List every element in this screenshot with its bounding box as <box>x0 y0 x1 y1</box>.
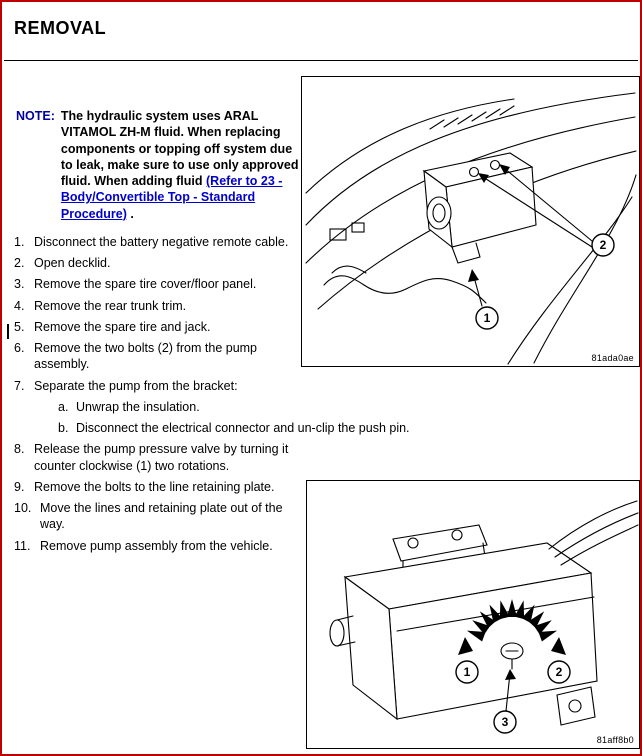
figure-id-label: 81aff8b0 <box>596 735 634 745</box>
callout-2-badge <box>592 234 614 256</box>
step-number: 8. <box>14 442 25 457</box>
step-11 <box>14 538 304 554</box>
step-number: 2. <box>14 256 25 270</box>
callout-1-number: 1 <box>463 665 471 679</box>
step-number: 1. <box>14 234 25 249</box>
step-number: 5. <box>14 319 25 334</box>
callout-2-badge <box>548 661 570 683</box>
step-3 <box>14 276 304 292</box>
callout-3-number: 3 <box>501 715 509 729</box>
step-number: 7. <box>14 378 25 393</box>
page-title: REMOVAL <box>14 18 107 38</box>
step-text: Separate the pump from the bracket: <box>34 378 238 393</box>
step-text: Release the pump pressure valve by turning it counter clockwise (1) two rotations. <box>34 442 289 473</box>
callout-1-number: 1 <box>483 311 491 325</box>
step-number: 4. <box>14 298 25 313</box>
substep-letter: a. <box>58 399 69 414</box>
step-number: 9. <box>14 479 25 494</box>
callout-1-badge <box>456 661 478 683</box>
step-2 <box>14 255 304 271</box>
removal-steps-8-11 <box>14 441 314 554</box>
figure-pump-location <box>301 76 640 367</box>
step-10 <box>14 500 304 533</box>
step-number: 3. <box>14 277 25 292</box>
step-number: 6. <box>14 341 25 355</box>
step-7-substeps <box>58 399 410 437</box>
step-text: Remove the two bolts (2) from the pump assembly. <box>34 341 258 372</box>
step-9 <box>14 479 304 495</box>
note-text <box>61 108 299 222</box>
step-text: Open decklid. <box>34 256 111 270</box>
callout-3-badge <box>494 711 516 733</box>
figure-id-label: 81ada0ae <box>591 353 634 363</box>
header-divider <box>4 60 638 61</box>
step-number: 10. <box>14 501 32 515</box>
callout-2-number: 2 <box>599 238 607 252</box>
step-number: 11. <box>14 538 31 553</box>
pump-location-illustration <box>302 77 639 366</box>
pressure-valve-illustration <box>307 481 639 748</box>
note-block <box>16 108 314 222</box>
step-text: Remove the rear trunk trim. <box>34 298 187 313</box>
procedure-text-column <box>14 102 410 559</box>
figure-pressure-valve <box>306 480 640 749</box>
callout-1-badge <box>476 307 498 329</box>
step-7 <box>14 378 410 437</box>
substep-a <box>58 399 304 415</box>
step-6 <box>14 340 304 373</box>
substep-text: Disconnect the electrical connector and un-clip the push pin. <box>76 421 410 435</box>
note-label: NOTE: <box>16 109 55 123</box>
step-text: Disconnect the battery negative remote cable. <box>34 234 289 249</box>
revision-change-bar <box>7 324 9 339</box>
step-text: Move the lines and retaining plate out of the way. <box>40 501 283 532</box>
substep-letter: b. <box>58 421 69 435</box>
substep-text: Unwrap the insulation. <box>76 399 200 414</box>
step-text: Remove the bolts to the line retaining plate. <box>34 479 275 494</box>
step-text: Remove the spare tire and jack. <box>34 319 211 334</box>
substep-b <box>58 420 636 436</box>
step-1 <box>14 234 304 250</box>
step-text: Remove pump assembly from the vehicle. <box>40 538 273 553</box>
step-5 <box>14 319 304 335</box>
step-text: Remove the spare tire cover/floor panel. <box>34 277 257 292</box>
refer-to-link[interactable]: (Refer to 23 - Body/Convertible Top - Standard Procedure) <box>60 174 283 221</box>
step-8 <box>14 441 304 474</box>
callout-2-number: 2 <box>555 665 563 679</box>
removal-steps-1-7 <box>14 234 410 437</box>
note-suffix: . <box>126 206 134 221</box>
note-body: The hydraulic system uses ARAL VITAMOL ZH-M fluid. When replacing components or topping off system due to leak, make sure to use only approved fluid. When adding fluid <box>60 109 299 188</box>
step-4 <box>14 298 304 314</box>
